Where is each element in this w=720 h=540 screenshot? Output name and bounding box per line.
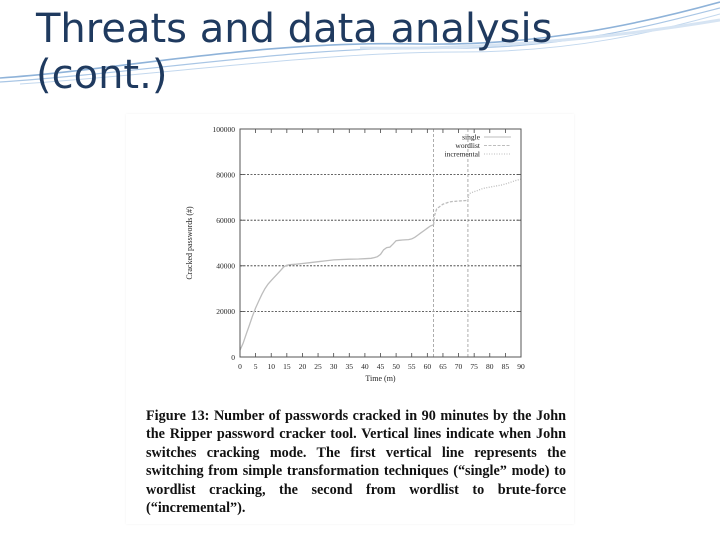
x-tick-label: 0 bbox=[238, 362, 242, 371]
figure bbox=[126, 114, 574, 524]
legend-label: incremental bbox=[444, 149, 480, 159]
y-tick-label: 0 bbox=[231, 352, 235, 362]
x-tick-label: 75 bbox=[470, 362, 478, 371]
x-tick-label: 5 bbox=[253, 362, 258, 371]
x-tick-label: 50 bbox=[392, 362, 400, 371]
x-tick-label: 25 bbox=[314, 362, 322, 371]
y-tick-label: 40000 bbox=[216, 261, 235, 271]
x-tick-label: 80 bbox=[486, 362, 494, 371]
line-chart bbox=[126, 114, 574, 404]
x-axis-label: Time (m) bbox=[365, 374, 396, 383]
y-tick-label: 20000 bbox=[216, 307, 235, 317]
x-tick-label: 55 bbox=[407, 362, 416, 371]
x-tick-label: 85 bbox=[501, 362, 510, 371]
plot-frame bbox=[240, 129, 521, 357]
series-line-wordlist bbox=[434, 200, 468, 224]
x-tick-label: 65 bbox=[439, 362, 447, 371]
series-line-single bbox=[240, 225, 434, 350]
slide-title-line-1: Threats and data analysis bbox=[36, 6, 553, 52]
x-tick-label: 30 bbox=[329, 362, 338, 371]
slide-title-line-2: (cont.) bbox=[36, 52, 168, 98]
y-axis-label: Cracked passwords (#) bbox=[185, 206, 194, 280]
x-tick-label: 10 bbox=[267, 362, 275, 371]
x-tick-label: 35 bbox=[345, 362, 354, 371]
legend-label: single bbox=[462, 132, 480, 142]
y-tick-label: 100000 bbox=[212, 124, 235, 134]
figure-caption: Figure 13: Number of passwords cracked in 90 minutes by the John the Ripper password cracker tool. Vertical lines indicate when John switches cracking mode. The first vertical line represents the switching from simple transformation techniques (“single” mode) to wordlist cracking, the second from wordlist to brute-force (“incremental”). bbox=[146, 408, 566, 517]
x-tick-label: 45 bbox=[376, 362, 385, 371]
x-tick-label: 90 bbox=[517, 362, 525, 371]
legend bbox=[445, 133, 511, 159]
x-tick-label: 20 bbox=[298, 362, 307, 371]
x-tick-label: 40 bbox=[361, 362, 369, 371]
y-tick-label: 80000 bbox=[216, 170, 235, 180]
y-tick-label: 60000 bbox=[216, 216, 235, 225]
slide-title bbox=[36, 6, 636, 98]
series-line-incremental bbox=[468, 179, 521, 200]
x-tick-label: 60 bbox=[423, 362, 432, 371]
x-tick-label: 70 bbox=[454, 362, 463, 371]
x-tick-label: 15 bbox=[283, 362, 291, 371]
legend-label: wordlist bbox=[455, 141, 480, 150]
